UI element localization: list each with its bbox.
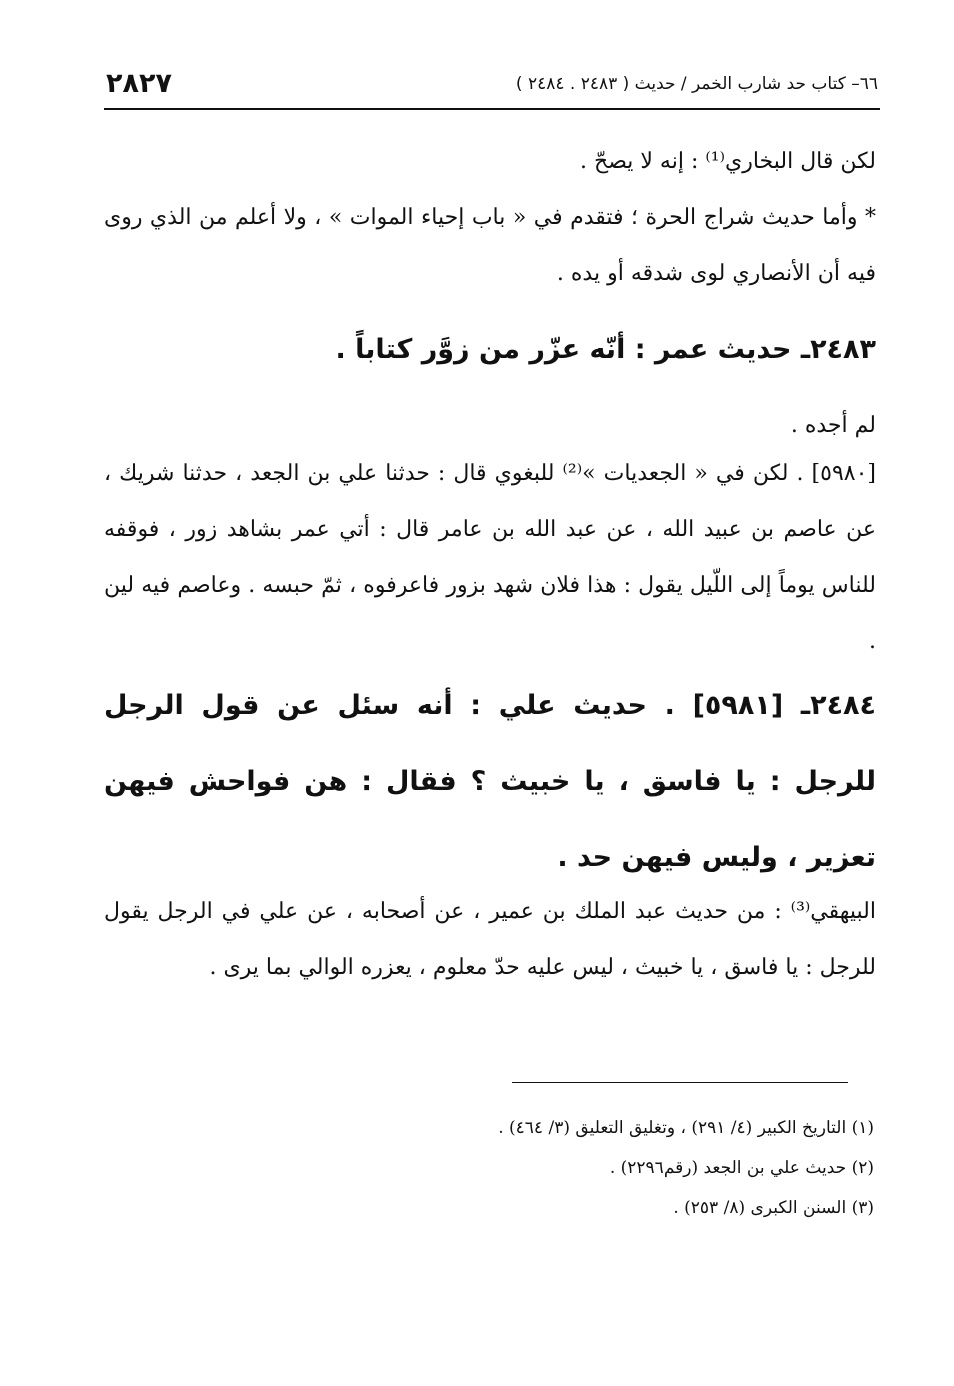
running-title: ٦٦– كتاب حد شارب الخمر / حديث ( ٢٤٨٣ . ٢٤٨٤ ): [515, 74, 878, 94]
paragraph-jadiyat-narration: [٥٩٨٠] . لكن في « الجعديات »⁽²⁾ للبغوي قال : حدثنا علي بن الجعد ، حدثنا شريك ، عن عاصم بن عبيد الله ، عن عبد الله بن عامر قال : أتي عمر بشاهد زور ، فوقفه للناس يوماً إلى اللّيل يقول : هذا فلان شهد بزور فاعرفوه ، ثمّ حبسه . وعاصم فيه لين .: [104, 461, 876, 654]
footnotes: [340, 1108, 874, 1228]
hadith-heading-2484: ٢٤٨٤ـ [٥٩٨١] . حديث علي : أنه سئل عن قول الرجل للرجل : يا فاسق ، يا خبيث ؟ فقال : هن فواحش فيهن تعزير ، وليس فيهن حد .: [104, 690, 877, 873]
page-header: [104, 62, 880, 110]
footnote-2: (٢) حديث علي بن الجعد (رقم٢٢٩٦) .: [609, 1158, 874, 1178]
paragraph-bukhari-note: لكن قال البخاري⁽¹⁾ : إنه لا يصحّ .: [580, 149, 876, 174]
paragraph-shiraj-hadith: * وأما حديث شراج الحرة ؛ فتقدم في « باب إحياء الموات » ، ولا أعلم من الذي روى فيه أن الأنصاري لوى شدقه أو يده .: [104, 205, 876, 286]
footnote-1: (١) التاريخ الكبير (٤/ ٢٩١) ، وتغليق التعليق (٣/ ٤٦٤) .: [498, 1118, 874, 1138]
footnote-3: (٣) السنن الكبرى (٨/ ٢٥٣) .: [673, 1198, 874, 1218]
footnote-divider: [512, 1082, 848, 1083]
paragraph-bayhaqi-narration: البيهقي⁽³⁾ : من حديث عبد الملك بن عمير ، عن أصحابه ، عن علي في الرجل يقول للرجل : يا فاسق ، يا خبيث ، ليس عليه حدّ معلوم ، يعزره الوالي بما يرى .: [104, 899, 876, 980]
page-number: ٢٨٢٧: [106, 68, 172, 99]
paragraph-not-found: لم أجده .: [790, 413, 876, 438]
hadith-heading-2483: ٢٤٨٣ـ حديث عمر : أنّه عزّر من زوَّر كتاباً .: [335, 334, 876, 365]
